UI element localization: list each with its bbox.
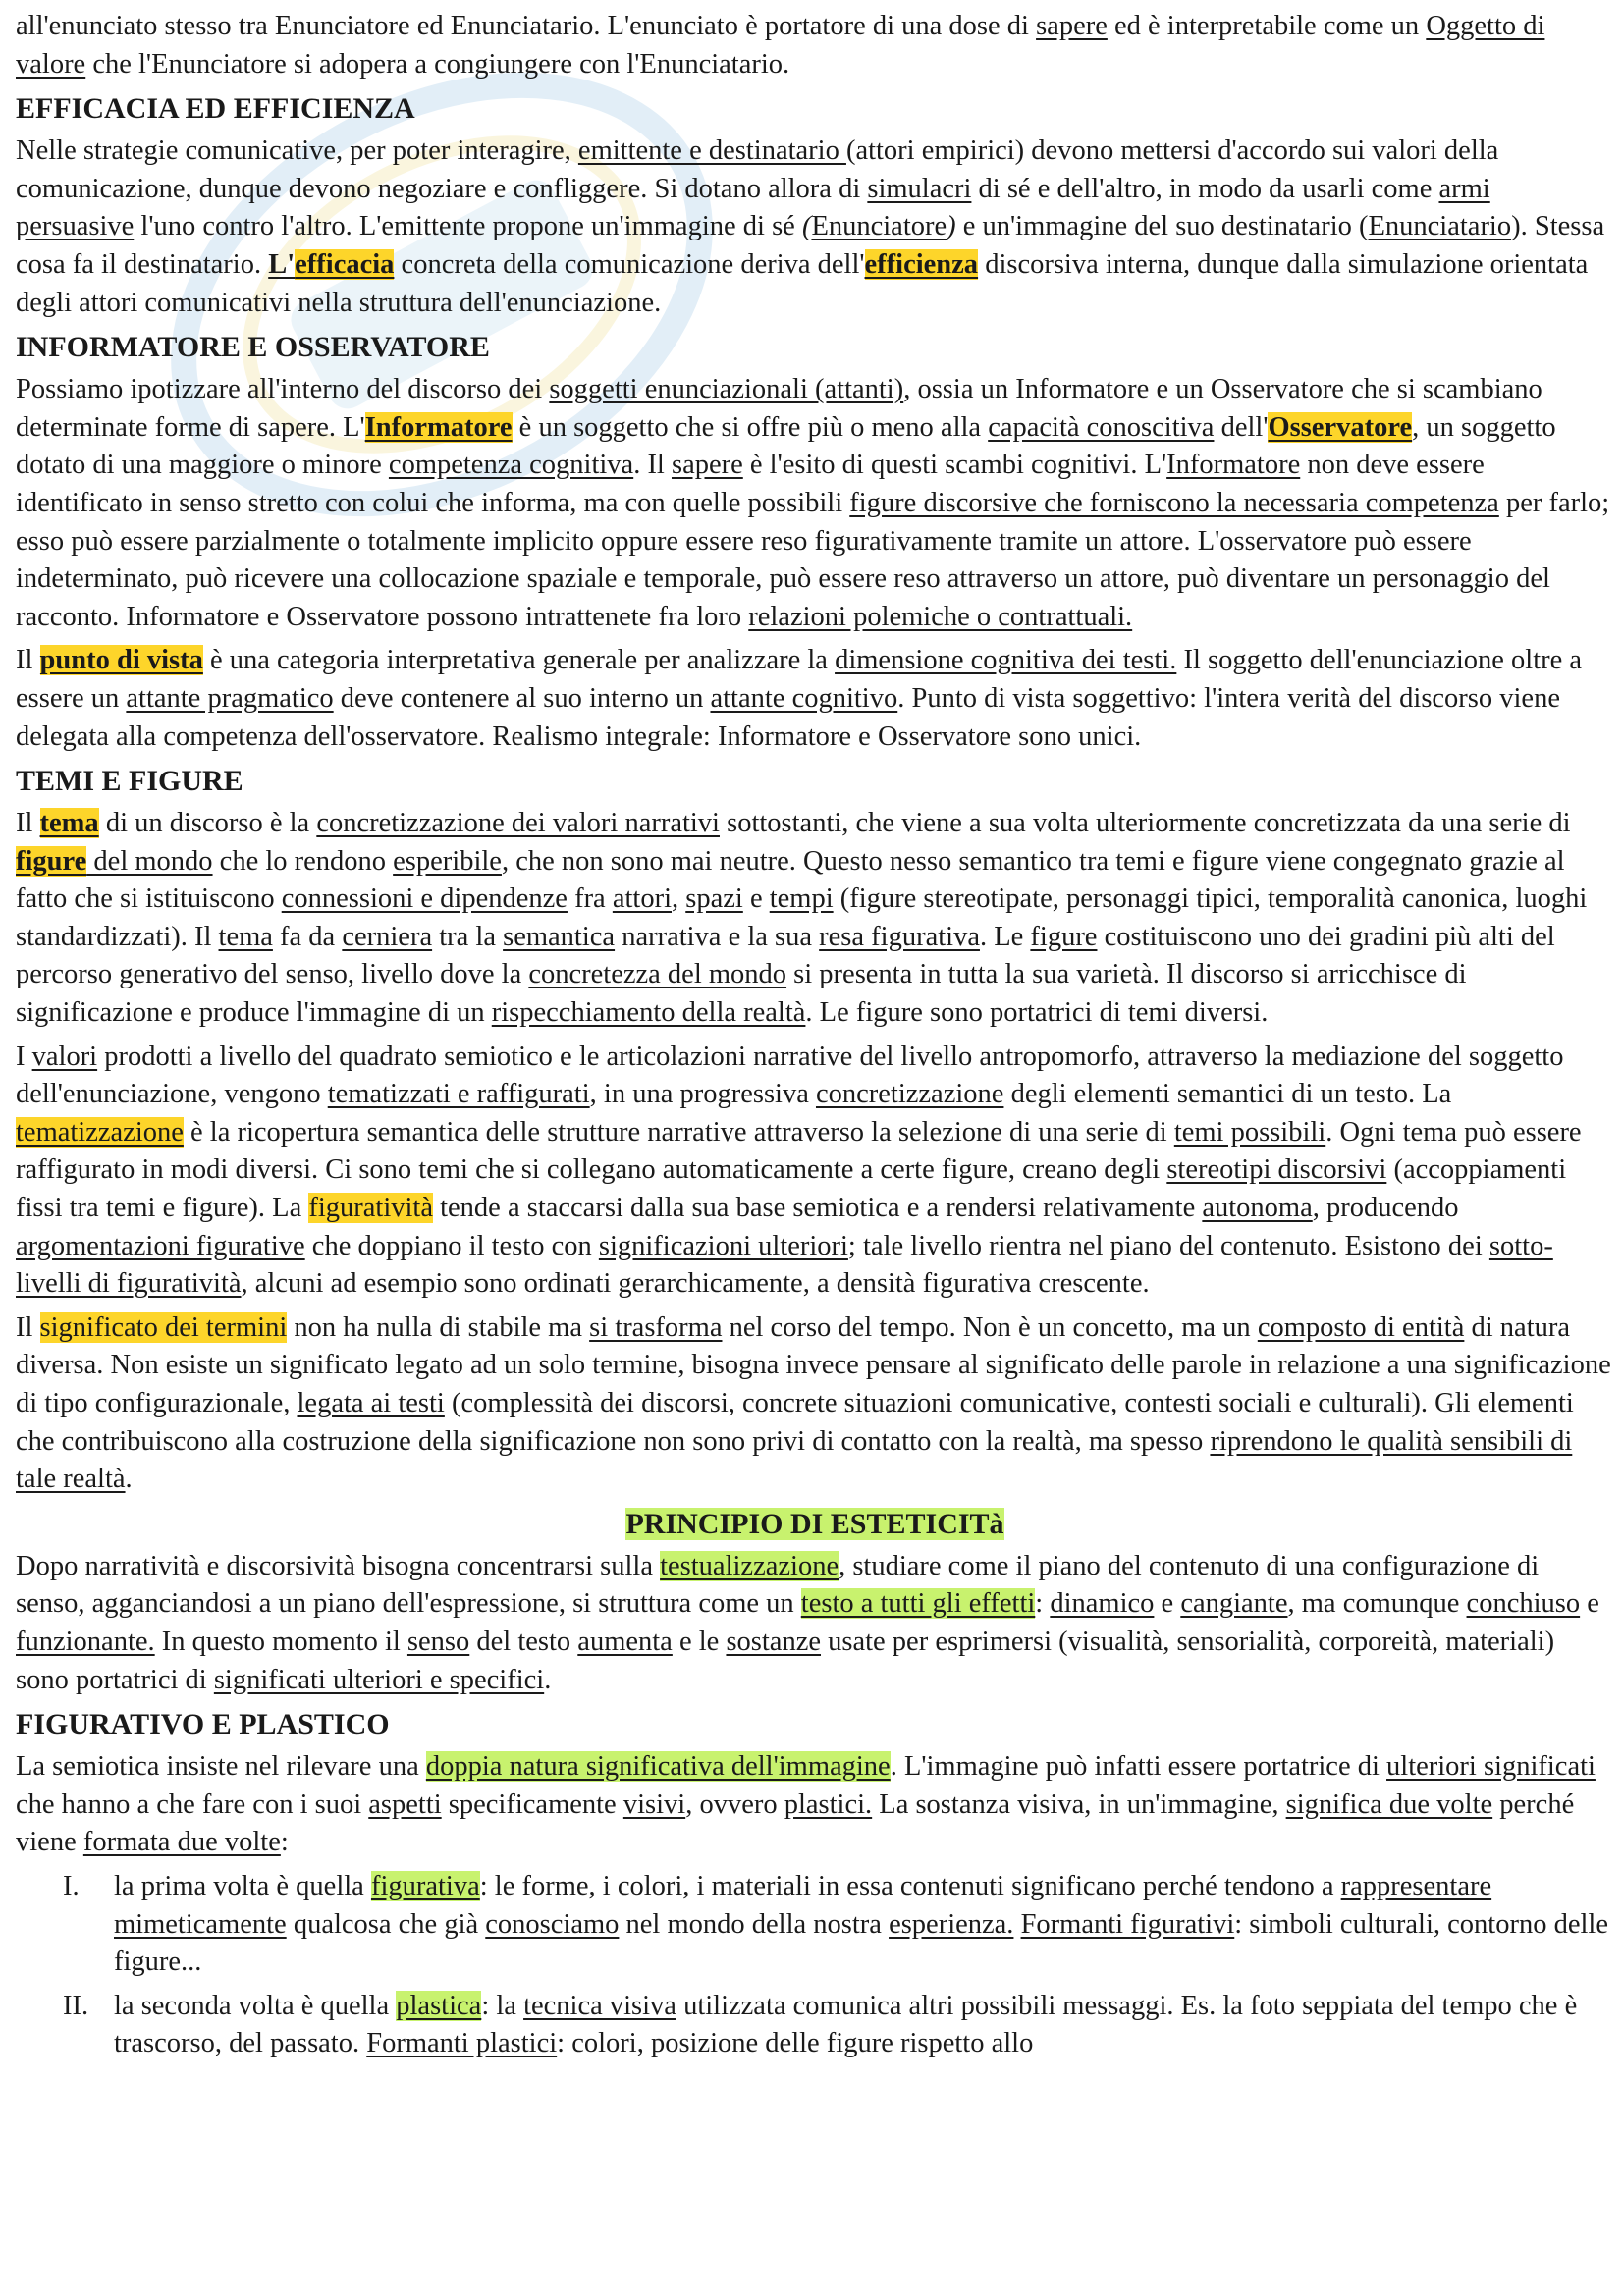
text-run: , producendo: [1312, 1193, 1459, 1224]
text-run: Nelle strategie comunicative, per poter interagire,: [16, 135, 578, 167]
text-run: qualcosa che già: [286, 1908, 486, 1940]
text-run: non ha nulla di stabile ma: [287, 1311, 590, 1343]
underlined-term: sotto-livelli di figuratività: [16, 1230, 1553, 1300]
underlined-term: Oggetto di valore: [16, 11, 1545, 80]
underlined-term: tempi: [769, 883, 834, 915]
green-highlighted-term: testo a tutti gli effetti: [800, 1588, 1036, 1620]
text-run: nel mondo della nostra: [619, 1908, 890, 1940]
text-run: e un'immagine del suo destinatario (: [955, 211, 1369, 242]
text-run: Il: [16, 645, 40, 676]
underlined-term: formata due volte: [82, 1827, 281, 1858]
bold-run: L': [268, 248, 296, 280]
text-run: ; tale livello rientra nel piano del contenuto. Esistono dei: [847, 1230, 1489, 1261]
text-run: fra: [567, 883, 613, 915]
underlined-term: concretizzazione: [815, 1079, 1004, 1110]
text-run: narrativa e la sua: [615, 921, 820, 952]
underlined-term: relazioni polemiche o contrattuali.: [748, 601, 1133, 632]
text-run: discorsiva interna, dunque dalla simulazione orientata degli attori comunicativi nella struttura dell'enunciazione.: [16, 248, 1589, 318]
underlined-term: stereotipi discorsivi: [1166, 1154, 1387, 1186]
underlined-term: senso: [406, 1626, 470, 1657]
text-run: Il: [16, 808, 40, 839]
text-run: tra la: [432, 921, 504, 952]
text-run: In questo momento il: [154, 1626, 407, 1657]
text-run: che lo rendono: [212, 845, 394, 877]
underlined-term: autonoma: [1202, 1193, 1313, 1224]
text-run: : colori, posizione delle figure rispetto allo: [557, 2028, 1034, 2059]
temi-paragraph-3: [16, 1309, 1614, 1499]
punto-di-vista-paragraph: [16, 642, 1614, 756]
underlined-term: tematizzati e raffigurati: [327, 1079, 590, 1110]
highlighted-term: efficienza: [864, 248, 979, 280]
underlined-term: significazioni ulteriori: [598, 1230, 848, 1261]
text-run: dell': [1214, 411, 1269, 443]
list-item: [16, 1988, 1614, 2063]
text-run: .: [125, 1464, 133, 1495]
text-run: all'enunciato stesso tra Enunciatore ed Enunciatario. L'enunciato è portatore di una dose di: [16, 11, 1037, 41]
informatore-paragraph: [16, 371, 1614, 636]
estetica-paragraph: [16, 1548, 1614, 1699]
text-run: per farlo; esso può essere parzialmente o totalmente implicito oppure essere reso figurativamente tramite un attore. L'osservatore può essere indeterminato, può ricevere una collocazione spaziale e temporale, può essere reso attraverso un attore, può diventare un personaggio del racconto. Informatore e Osservatore possono intrattenete fra loro: [16, 487, 1610, 632]
underlined-term: semantica: [503, 921, 616, 952]
text-run: è un soggetto che si offre più o meno alla: [512, 411, 989, 443]
green-highlighted-term: testualizzazione: [660, 1550, 839, 1581]
text-run: . Le figure sono portatrici di temi diversi.: [805, 997, 1269, 1029]
underlined-term: armi persuasive: [16, 173, 1490, 242]
underlined-term: conchiuso: [1466, 1588, 1581, 1620]
text-run: la prima volta è quella: [114, 1870, 371, 1901]
text-run: , studiare come il piano del contenuto di una configurazione di senso, agganciandosi a un piano dell'espressione, si struttura come un: [16, 1550, 1540, 1620]
underlined-term: concretizzazione dei valori narrativi: [316, 808, 720, 839]
highlighted-term: tema: [39, 808, 99, 839]
text-run: concreta della comunicazione deriva dell': [394, 248, 865, 280]
underlined-term: legata ai testi: [297, 1388, 445, 1418]
text-run: è l'esito di questi scambi cognitivi. L': [742, 450, 1167, 481]
underlined-term: esperibile: [393, 845, 502, 877]
underlined-term: Enunciatore: [811, 211, 947, 242]
section-heading-temi: TEMI E FIGURE: [16, 765, 243, 798]
temi-paragraph-1: [16, 805, 1614, 1033]
text-run: :: [1035, 1588, 1051, 1620]
underlined-term: attante pragmatico: [126, 682, 334, 714]
underlined-term: cerniera: [342, 921, 433, 952]
green-highlighted-term: plastica: [396, 1990, 482, 2021]
underlined-term: conosciamo: [485, 1908, 620, 1940]
underlined-term: Formanti figurativi: [1020, 1908, 1235, 1940]
text-run: , in una progressiva: [589, 1079, 816, 1110]
text-run: [1013, 1909, 1020, 1940]
text-run: è una categoria interpretativa generale per analizzare la: [202, 645, 836, 676]
text-run: di natura diversa. Non esiste un significato legato ad un solo termine, bisogna invece pensare al significato delle parole in relazione a una significazione di tipo configurazionale,: [16, 1311, 1611, 1418]
underlined-term: sapere: [1036, 11, 1108, 41]
heading-text: PRINCIPIO DI ESTETICITà: [625, 1507, 1004, 1540]
text-run: , ma comunque: [1287, 1588, 1467, 1620]
underlined-term: rappresentare mimeticamente: [114, 1870, 1492, 1940]
underlined-term: sapere: [671, 450, 743, 481]
underlined-term: tema: [218, 921, 273, 952]
text-run: e: [1154, 1588, 1181, 1620]
italic-run: (: [801, 211, 812, 242]
underlined-term: visivi: [622, 1789, 686, 1820]
text-run: ,: [672, 883, 686, 915]
text-run: . Ogni tema può essere raffigurato in modi diversi. Ci sono temi che si collegano automaticamente a certe figure, creano degli: [16, 1116, 1582, 1186]
text-run: di un discorso è la: [98, 808, 317, 839]
text-run: la seconda volta è quella: [114, 1990, 397, 2021]
text-run: che l'Enunciatore si adopera a congiungere con l'Enunciatario.: [85, 48, 790, 80]
underlined-term: dimensione cognitiva dei testi.: [835, 645, 1177, 676]
section-heading-informatore: INFORMATORE E OSSERVATORE: [16, 331, 490, 364]
list-number: I.: [63, 1870, 80, 1901]
text-run: (complessità dei discorsi, concrete situazioni comunicative, contesti sociali e culturali). Gli elementi che contribuiscono alla costruzione della significazione non sono privi di contatto con la realtà, ma spesso: [16, 1388, 1574, 1457]
list-number: II.: [63, 1990, 89, 2021]
text-run: utilizzata comunica altri possibili messaggi. Es. la foto seppiata del tempo che è trascorso, del passato.: [114, 1990, 1578, 2059]
underlined-term: dinamico: [1050, 1588, 1155, 1620]
text-run: (attori empirici) devono mettersi d'accordo sui valori della comunicazione, dunque devono negoziare e confliggere. Si dotano allora di: [16, 135, 1499, 204]
text-run: : simboli culturali, contorno delle figure...: [114, 1908, 1608, 1978]
highlighted-term: Osservatore: [1268, 411, 1413, 443]
text-run: .: [544, 1664, 552, 1695]
text-run: usate per esprimersi (visualità, sensorialità, corporeità, materiali) sono portatrici di: [16, 1626, 1555, 1695]
document-page: [16, 8, 1614, 2069]
underlined-term: resa figurativa: [819, 921, 980, 952]
text-run: , ovvero: [685, 1789, 784, 1820]
text-run: . Punto di vista soggettivo: l'intera verità del discorso viene delegata alla competenza dell'osservatore. Realismo integrale: Informatore e Osservatore sono unici.: [16, 682, 1560, 752]
highlighted-term: figure: [16, 845, 87, 877]
text-run: sottostanti, che viene a sua volta ulteriormente concretizzata da una serie di: [719, 808, 1571, 839]
text-run: Il: [16, 1311, 40, 1343]
underlined-term: Enunciatario: [1368, 211, 1512, 242]
text-run: La semiotica insiste nel rilevare una: [16, 1751, 426, 1783]
text-run: : la: [481, 1990, 524, 2021]
text-run: specificamente: [441, 1789, 623, 1820]
underlined-term: ulteriori significati: [1386, 1751, 1596, 1783]
highlighted-term: tematizzazione: [16, 1116, 184, 1148]
list-item: [16, 1868, 1614, 1982]
text-run: Dopo narratività e discorsività bisogna concentrarsi sulla: [16, 1550, 661, 1581]
underlined-term: valori: [31, 1041, 98, 1072]
underlined-term: spazi: [685, 883, 743, 915]
text-run: , un soggetto dotato di una maggiore o minore: [16, 411, 1556, 481]
text-run: I: [16, 1041, 32, 1072]
text-run: . L'immagine può infatti essere portatrice di: [890, 1751, 1387, 1783]
text-run: ed è interpretabile come un: [1107, 11, 1427, 41]
underlined-term: plastici.: [784, 1789, 873, 1820]
underlined-term: aumenta: [577, 1626, 673, 1657]
section-heading-efficacia: EFFICACIA ED EFFICIENZA: [16, 92, 415, 126]
underlined-term: concretezza del mondo: [528, 959, 787, 990]
underlined-term: attante cognitivo: [710, 682, 898, 714]
text-run: del testo: [469, 1626, 578, 1657]
text-run: ). Stessa cosa fa il destinatario.: [16, 211, 1605, 280]
text-run: è la ricopertura semantica delle strutture narrative attraverso la selezione di una serie di: [183, 1116, 1174, 1148]
green-highlighted-term: doppia natura significativa dell'immagine: [425, 1751, 891, 1783]
text-run: costituiscono uno dei gradini più alti del percorso generativo del senso, livello dove la: [16, 921, 1555, 990]
temi-paragraph-2: [16, 1039, 1614, 1304]
underlined-term: simulacri: [867, 173, 972, 204]
text-run: e: [1580, 1588, 1599, 1620]
text-run: che hanno a che fare con i suoi: [16, 1789, 369, 1820]
highlighted-term: Informatore: [364, 411, 513, 443]
underlined-term: capacità conoscitiva: [988, 411, 1215, 443]
text-run: degli elementi semantici di un testo. La: [1003, 1079, 1452, 1110]
underlined-term: si trasforma: [589, 1311, 723, 1343]
figurativo-paragraph: [16, 1748, 1614, 1862]
underlined-term: figure: [1030, 921, 1098, 952]
text-run: di sé e dell'altro, in modo da usarli come: [971, 173, 1439, 204]
text-run: . Il: [633, 450, 672, 481]
text-run: e: [742, 883, 770, 915]
formanti-list: [16, 1868, 1614, 2063]
underlined-term: funzionante.: [16, 1626, 155, 1657]
text-run: Possiamo ipotizzare all'interno del discorso dei: [16, 374, 550, 405]
underlined-term: aspetti: [368, 1789, 442, 1820]
text-run: non deve essere identificato in senso stretto con colui che informa, ma con quelle possibili: [16, 450, 1485, 518]
underlined-term: riprendono le qualità sensibili di tale realtà: [16, 1425, 1573, 1495]
underlined-term: significa due volte: [1285, 1789, 1493, 1820]
underlined-term: soggetti enunciazionali (attanti): [549, 374, 904, 405]
underlined-term: figure discorsive che forniscono la necessaria competenza: [849, 487, 1499, 518]
underlined-term: tecnica visiva: [523, 1990, 676, 2021]
highlighted-term: punto di vista: [39, 645, 203, 676]
highlighted-term: significato dei termini: [39, 1311, 288, 1343]
text-run: tende a staccarsi dalla sua base semiotica e a rendersi relativamente: [432, 1193, 1203, 1224]
text-run: fa da: [272, 921, 343, 952]
text-run: Il soggetto dell'enunciazione oltre a essere un: [16, 645, 1583, 714]
intro-paragraph: [16, 8, 1614, 83]
underlined-term: rispecchiamento della realtà: [491, 997, 806, 1029]
text-run: si presenta in tutta la sua varietà. Il discorso si arricchisce di significazione e produce l'immagine di un: [16, 959, 1467, 1029]
text-run: , che non sono mai neutre. Questo nesso semantico tra temi e figure viene congegnato grazie al fatto che si istituiscono: [16, 845, 1565, 915]
text-run: deve contenere al suo interno un: [333, 682, 711, 714]
text-run: prodotti a livello del quadrato semiotico e le articolazioni narrative del livello antropomorfo, attraverso la mediazione del soggetto dell'enunciazione, vengono: [16, 1041, 1564, 1110]
underlined-term: cangiante: [1180, 1588, 1288, 1620]
text-run: , alcuni ad esempio sono ordinati gerarchicamente, a densità figurativa crescente.: [241, 1268, 1150, 1300]
underlined-term: connessioni e dipendenze: [281, 883, 568, 915]
underlined-term: temi possibili: [1173, 1116, 1326, 1148]
text-run: La sostanza visiva, in un'immagine,: [872, 1789, 1286, 1820]
green-highlighted-term: figurativa: [370, 1870, 480, 1901]
underlined-term: argomentazioni figurative: [16, 1230, 305, 1261]
underlined-term: Informatore: [1166, 450, 1301, 481]
text-run: :: [280, 1827, 289, 1858]
underlined-term: competenza cognitiva: [388, 450, 634, 481]
efficacia-paragraph: [16, 133, 1614, 322]
section-heading-figurativo: FIGURATIVO E PLASTICO: [16, 1708, 390, 1741]
text-run: e le: [672, 1626, 727, 1657]
underlined-term: composto di entità: [1257, 1311, 1465, 1343]
text-run: che doppiano il testo con: [304, 1230, 599, 1261]
underlined-term: significati ulteriori e specifici: [213, 1664, 545, 1695]
underlined-term: sostanze: [726, 1626, 821, 1657]
underlined-term: attori: [612, 883, 672, 915]
underlined-term: del mondo: [86, 845, 213, 877]
text-run: (figure stereotipate, personaggi tipici, temporalità canonica, luoghi standardizzati). Il: [16, 883, 1588, 952]
highlighted-term: efficacia: [295, 248, 395, 280]
text-run: nel corso del tempo. Non è un concetto, ma un: [722, 1311, 1258, 1343]
section-heading-estetica: [16, 1505, 1614, 1544]
underlined-term: esperienza.: [889, 1908, 1014, 1940]
text-run: , ossia un Informatore e un Osservatore che si scambiano determinate forme di sapere. L': [16, 374, 1542, 443]
italic-run: ): [947, 211, 956, 242]
highlighted-term: figuratività: [308, 1193, 433, 1224]
text-run: : le forme, i colori, i materiali in essa contenuti significano perché tendono a: [479, 1870, 1341, 1901]
text-run: . Le: [979, 921, 1031, 952]
underlined-term: emittente e destinatario: [577, 135, 846, 167]
text-run: perché viene: [16, 1789, 1575, 1858]
text-run: l'uno contro l'altro. L'emittente propone un'immagine di sé: [134, 211, 802, 242]
underlined-term: Formanti plastici: [366, 2028, 558, 2059]
text-run: (accoppiamenti fissi tra temi e figure). La: [16, 1154, 1567, 1224]
